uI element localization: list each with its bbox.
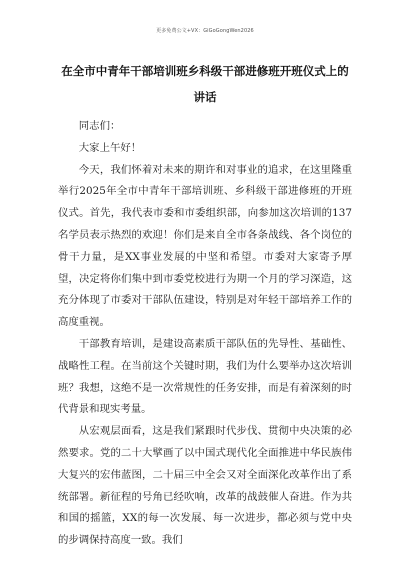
greeting: 大家上午好！	[78, 141, 142, 154]
paragraph: 从宏观层面看，这是我们紧跟时代步伐、贯彻中央决策的必然要求。党的二十大擘画了以中国式现代化全面推进中华民族伟大复兴的宏伟蓝图，二十届三中全会又对全面深化改革作出了系统部署。新征程的号角已经吹响，改革的战鼓催人奋进。作为共和国的摇篮，XX的每一次发展、每一次进步，都必须与党中央的步调保持高度一致。我们	[58, 425, 352, 547]
salutation: 同志们：	[78, 120, 121, 132]
paragraph: 干部教育培训，是建设高素质干部队伍的先导性、基础性、战略性工程。在当前这个关键时期，我们为什么要举办这次培训班？我想，这绝不是一次常规性的任务安排，而是有着深刻的时代背景和现实考量。	[58, 337, 352, 416]
promo-header: 更多免费公文+VX：GiGoGongWen2026	[156, 28, 254, 34]
document-body	[58, 116, 352, 552]
document-title: 在全市中青年干部培训班乡科级干部进修班开班仪式上的讲话	[61, 64, 349, 104]
paragraph: 今天，我们怀着对未来的期许和对事业的追求，在这里隆重举行2025年全市中青年干部培训班、乡科级干部进修班的开班仪式。首先，我代表市委和市委组织部，向参加这次培训的137名学员表示热烈的欢迎！你们是来自全市各条战线、各个岗位的骨干力量，是XX事业发展的中坚和希望。市委对大家寄予厚望，决定将你们集中到市委党校进行为期一个月的学习深造，这充分体现了市委对干部队伍建设，特别是对年轻干部培养工作的高度重视。	[58, 163, 352, 329]
